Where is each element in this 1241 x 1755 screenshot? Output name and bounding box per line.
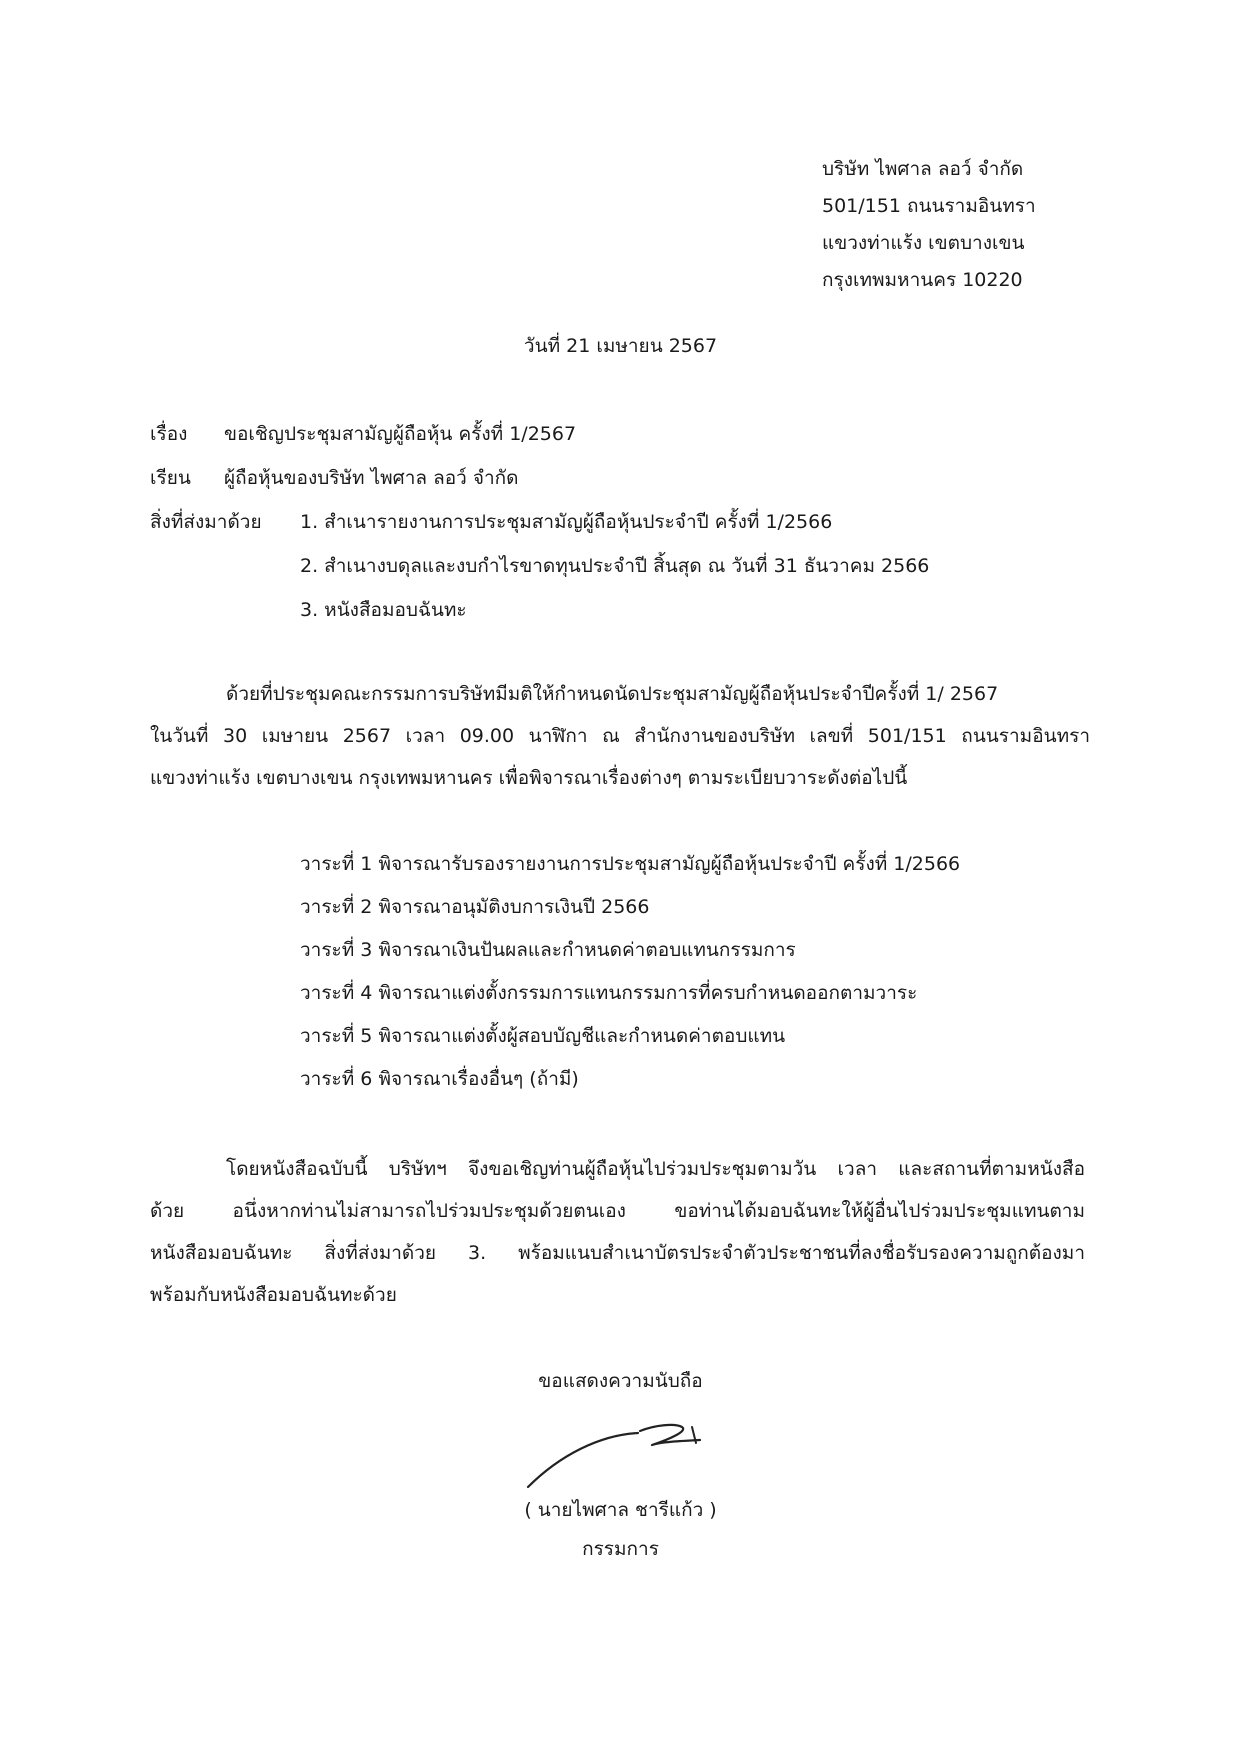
enclosure-item: 2. สำเนางบดุลและงบกำไรขาดทุนประจำปี สิ้นสุด ณ วันที่ 31 ธันวาคม 2566 (300, 555, 930, 577)
agenda-item-3: วาระที่ 3 พิจารณาเงินปันผลและกำหนดค่าตอบแทนกรรมการ (300, 939, 796, 961)
body-paragraph-1 (150, 673, 1090, 799)
body-paragraph-line: ในวันที่ 30 เมษายน 2567 เวลา 09.00 นาฬิกา ณ สำนักงานของบริษัท เลขที่ 501/151 ถนนรามอินทรา (150, 725, 1090, 747)
enclosure-item: 1. สำเนารายงานการประชุมสามัญผู้ถือหุ้นประจำปี ครั้งที่ 1/2566 (300, 511, 833, 533)
subject-text: ขอเชิญประชุมสามัญผู้ถือหุ้น ครั้งที่ 1/2567 (224, 423, 577, 445)
recipient-label: เรียน (150, 467, 191, 489)
agenda-item-5: วาระที่ 5 พิจารณาแต่งตั้งผู้สอบบัญชีและกำหนดค่าตอบแทน (300, 1025, 786, 1047)
body-paragraph-2 (150, 1148, 1085, 1316)
agenda-item-6: วาระที่ 6 พิจารณาเรื่องอื่นๆ (ถ้ามี) (300, 1068, 579, 1090)
sender-company: บริษัท ไพศาล ลอว์ จำกัด (822, 158, 1024, 180)
subject-label: เรื่อง (150, 423, 188, 445)
body-paragraph-line: ด้วยที่ประชุมคณะกรรมการบริษัทมีมติให้กำหนดนัดประชุมสามัญผู้ถือหุ้นประจำปีครั้งที่ 1/ 2567 (226, 683, 999, 705)
agenda-item-1: วาระที่ 1 พิจารณารับรองรายงานการประชุมสามัญผู้ถือหุ้นประจำปี ครั้งที่ 1/2566 (300, 853, 961, 875)
body-paragraph-line: หนังสือมอบฉันทะ สิ่งที่ส่งมาด้วย 3. พร้อมแนบสำเนาบัตรประจำตัวประชาชนที่ลงชื่อรับรองความถูกต้องมา (150, 1242, 1085, 1264)
signatory-title: กรรมการ (582, 1538, 659, 1560)
body-paragraph-line: ด้วย อนึ่งหากท่านไม่สามารถไปร่วมประชุมด้วยตนเอง ขอท่านได้มอบฉันทะให้ผู้อื่นไปร่วมประชุมแทนตาม (150, 1200, 1085, 1222)
sender-address-line-1: 501/151 ถนนรามอินทรา (822, 195, 1036, 217)
sender-address-line-2: แขวงท่าแร้ง เขตบางเขน (822, 232, 1025, 254)
body-paragraph-line: พร้อมกับหนังสือมอบฉันทะด้วย (150, 1284, 397, 1306)
agenda-item-2: วาระที่ 2 พิจารณาอนุมัติงบการเงินปี 2566 (300, 896, 650, 918)
body-paragraph-line: โดยหนังสือฉบับนี้ บริษัทฯ จึงขอเชิญท่านผู้ถือหุ้นไปร่วมประชุมตามวัน เวลา และสถานที่ตามหนังสือ (226, 1158, 1085, 1180)
enclosure-item: 3. หนังสือมอบฉันทะ (300, 599, 467, 621)
recipient-text: ผู้ถือหุ้นของบริษัท ไพศาล ลอว์ จำกัด (224, 467, 519, 489)
agenda-item-4: วาระที่ 4 พิจารณาแต่งตั้งกรรมการแทนกรรมการที่ครบกำหนดออกตามวาระ (300, 982, 918, 1004)
signature (520, 1415, 710, 1495)
body-paragraph-line: แขวงท่าแร้ง เขตบางเขน กรุงเทพมหานคร เพื่อพิจารณาเรื่องต่างๆ ตามระเบียบวาระดังต่อไปนี้ (150, 767, 908, 789)
letter-date: วันที่ 21 เมษายน 2567 (523, 335, 718, 357)
enclosures-label: สิ่งที่ส่งมาด้วย (150, 511, 262, 533)
sender-address-line-3: กรุงเทพมหานคร 10220 (822, 269, 1023, 291)
closing-phrase: ขอแสดงความนับถือ (538, 1370, 703, 1392)
signatory-name: ( นายไพศาล ชารีแก้ว ) (524, 1499, 717, 1521)
